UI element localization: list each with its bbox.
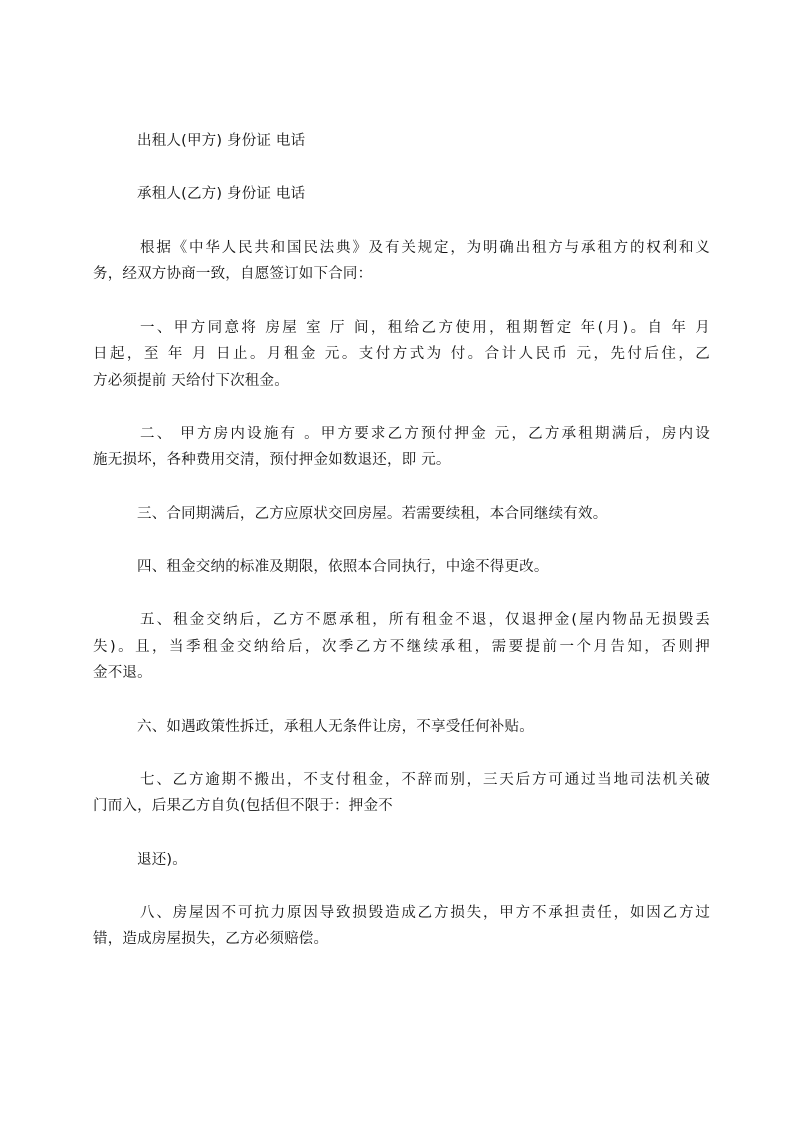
clause-1-line-2: 日起，至 年 月 日止。月租金 元。支付方式为 付。合计人民币 元，先付后住，乙 [93,346,710,362]
lessee-line: 承租人(乙方) 身份证 电话 [137,186,306,202]
lessor-line: 出租人(甲方) 身份证 电话 [137,133,306,149]
clause-3-line-1: 三、合同期满后，乙方应原状交回房屋。若需要续租，本合同继续有效。 [137,506,608,522]
clause-5-line-1: 五、租金交纳后，乙方不愿承租，所有租金不退，仅退押金(屋内物品无损毁丢 [140,612,710,628]
clause-7-line-3: 退还)。 [137,852,187,868]
clause-7-line-1: 七、乙方逾期不搬出，不支付租金，不辞而别，三天后方可通过当地司法机关破 [140,772,710,788]
intro-line-2: 务，经双方协商一致，自愿签订如下合同： [93,266,373,282]
clause-4-line-1: 四、租金交纳的标准及期限，依照本合同执行，中途不得更改。 [137,559,549,575]
intro-line-1: 根据《中华人民共和国民法典》及有关规定，为明确出租方与承租方的权利和义 [140,240,710,256]
clause-1-line-3: 方必须提前 天给付下次租金。 [93,373,289,389]
clause-7-line-2: 门而入，后果乙方自负(包括但不限于：押金不 [93,798,393,814]
clause-6-line-1: 六、如遇政策性拆迁，承租人无条件让房，不享受任何补贴。 [137,719,534,735]
clause-5-line-2: 失)。且，当季租金交纳给后，次季乙方不继续承租，需要提前一个月告知，否则押 [93,639,710,655]
clause-2-line-1: 二、 甲方房内设施有 。甲方要求乙方预付押金 元，乙方承租期满后，房内设 [140,426,710,442]
clause-8-line-2: 错，造成房屋损失，乙方必须赔偿。 [93,931,329,947]
clause-8-line-1: 八、房屋因不可抗力原因导致损毁造成乙方损失，甲方不承担责任，如因乙方过 [140,905,710,921]
clause-2-line-2: 施无损坏，各种费用交清，预付押金如数退还，即 元。 [93,452,451,468]
clause-5-line-3: 金不退。 [93,665,152,681]
clause-1-line-1: 一、甲方同意将 房屋 室 厅 间，租给乙方使用，租期暂定 年(月)。自 年 月 [140,320,710,336]
